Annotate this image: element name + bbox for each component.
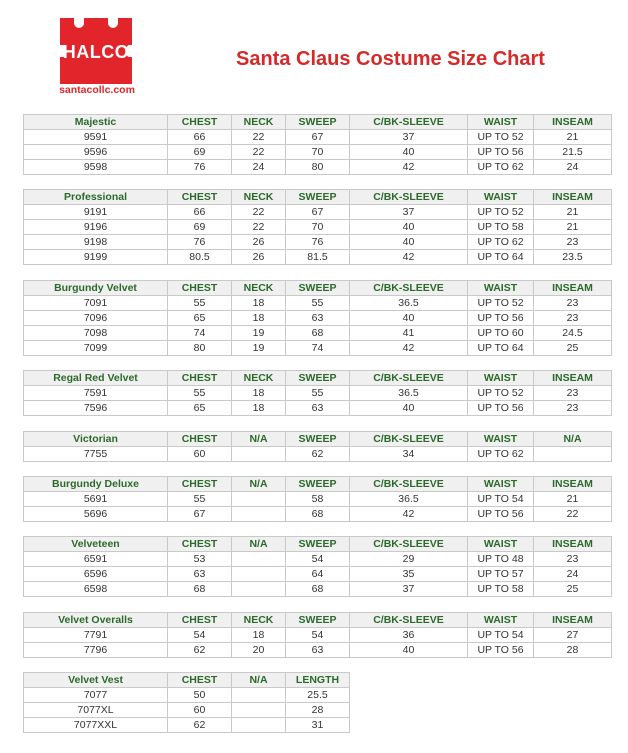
table-cell: 35 bbox=[350, 567, 468, 582]
header-cell: C/BK-SLEEVE bbox=[350, 537, 468, 552]
header-cell: WAIST bbox=[468, 190, 534, 205]
table-row bbox=[24, 250, 612, 265]
table-cell bbox=[232, 688, 286, 703]
table-cell: 23 bbox=[534, 235, 612, 250]
table-cell: 42 bbox=[350, 160, 468, 175]
header-cell: Victorian bbox=[24, 432, 168, 447]
table-cell: 7755 bbox=[24, 447, 168, 462]
table-row bbox=[24, 386, 612, 401]
table-cell: 50 bbox=[168, 688, 232, 703]
table-cell: 40 bbox=[350, 220, 468, 235]
logo-text: HALCO bbox=[62, 42, 130, 62]
table-cell: UP TO 56 bbox=[468, 401, 534, 416]
table-cell: 7596 bbox=[24, 401, 168, 416]
header-cell: SWEEP bbox=[286, 371, 350, 386]
header-cell: C/BK-SLEEVE bbox=[350, 281, 468, 296]
table-cell: 9199 bbox=[24, 250, 168, 265]
table-cell: 62 bbox=[168, 718, 232, 733]
table-cell: 63 bbox=[286, 311, 350, 326]
header-cell: WAIST bbox=[468, 371, 534, 386]
size-table bbox=[23, 476, 612, 522]
table-cell: 53 bbox=[168, 552, 232, 567]
table-row bbox=[24, 582, 612, 597]
table-cell: 23 bbox=[534, 296, 612, 311]
table-cell: UP TO 58 bbox=[468, 220, 534, 235]
table-cell: 7077XL bbox=[24, 703, 168, 718]
table-cell: 5696 bbox=[24, 507, 168, 522]
table-cell: 69 bbox=[168, 220, 232, 235]
table-cell: 24 bbox=[534, 567, 612, 582]
header-cell: C/BK-SLEEVE bbox=[350, 371, 468, 386]
table-cell: 21 bbox=[534, 205, 612, 220]
header-cell: CHEST bbox=[168, 115, 232, 130]
table-cell: 67 bbox=[286, 205, 350, 220]
table-cell: 58 bbox=[286, 492, 350, 507]
header-cell: WAIST bbox=[468, 613, 534, 628]
table-cell: 69 bbox=[168, 145, 232, 160]
table-cell: 66 bbox=[168, 130, 232, 145]
table-cell: 42 bbox=[350, 250, 468, 265]
table-cell: UP TO 54 bbox=[468, 628, 534, 643]
table-cell: 68 bbox=[286, 582, 350, 597]
table-row bbox=[24, 145, 612, 160]
table-cell bbox=[232, 447, 286, 462]
table-cell: 24.5 bbox=[534, 326, 612, 341]
table-cell: 7077 bbox=[24, 688, 168, 703]
table-row bbox=[24, 130, 612, 145]
table-cell: 27 bbox=[534, 628, 612, 643]
table-cell bbox=[232, 703, 286, 718]
header-cell: SWEEP bbox=[286, 432, 350, 447]
header-cell: CHEST bbox=[168, 371, 232, 386]
table-cell: 9198 bbox=[24, 235, 168, 250]
table-cell: 6591 bbox=[24, 552, 168, 567]
table-cell: 60 bbox=[168, 447, 232, 462]
header-cell: N/A bbox=[232, 673, 286, 688]
table-cell: 25 bbox=[534, 341, 612, 356]
table-cell: 22 bbox=[534, 507, 612, 522]
table-cell: 68 bbox=[286, 326, 350, 341]
header-cell: CHEST bbox=[168, 190, 232, 205]
header-cell: INSEAM bbox=[534, 537, 612, 552]
header-cell: WAIST bbox=[468, 477, 534, 492]
table-cell: 64 bbox=[286, 567, 350, 582]
table-header-row bbox=[24, 613, 612, 628]
page-title: Santa Claus Costume Size Chart bbox=[236, 48, 545, 70]
table-header-row bbox=[24, 477, 612, 492]
table-header-row bbox=[24, 115, 612, 130]
table-cell: 40 bbox=[350, 145, 468, 160]
table-cell: 23 bbox=[534, 386, 612, 401]
header-cell: Velveteen bbox=[24, 537, 168, 552]
size-table bbox=[23, 370, 612, 416]
table-cell: 22 bbox=[232, 205, 286, 220]
table-cell: 76 bbox=[168, 160, 232, 175]
table-cell: 21.5 bbox=[534, 145, 612, 160]
table-cell: UP TO 52 bbox=[468, 296, 534, 311]
table-cell: 42 bbox=[350, 507, 468, 522]
table-cell: 25 bbox=[534, 582, 612, 597]
table-cell: 9196 bbox=[24, 220, 168, 235]
table-cell: 23 bbox=[534, 311, 612, 326]
table-cell: 66 bbox=[168, 205, 232, 220]
table-cell: 54 bbox=[286, 628, 350, 643]
table-cell: 21 bbox=[534, 130, 612, 145]
table-cell: UP TO 58 bbox=[468, 582, 534, 597]
table-cell: 65 bbox=[168, 401, 232, 416]
table-cell: 19 bbox=[232, 326, 286, 341]
table-row bbox=[24, 447, 612, 462]
header-cell: C/BK-SLEEVE bbox=[350, 613, 468, 628]
table-cell: UP TO 60 bbox=[468, 326, 534, 341]
header-cell: CHEST bbox=[168, 281, 232, 296]
table-cell: UP TO 64 bbox=[468, 341, 534, 356]
table-cell: 18 bbox=[232, 311, 286, 326]
header-cell: WAIST bbox=[468, 115, 534, 130]
table-row bbox=[24, 643, 612, 658]
table-cell: 40 bbox=[350, 401, 468, 416]
table-cell: 18 bbox=[232, 401, 286, 416]
table-cell: 54 bbox=[286, 552, 350, 567]
table-cell: 74 bbox=[168, 326, 232, 341]
table-cell: 9591 bbox=[24, 130, 168, 145]
table-cell: 36.5 bbox=[350, 386, 468, 401]
size-table bbox=[23, 189, 612, 265]
header-cell: WAIST bbox=[468, 432, 534, 447]
header-cell: CHEST bbox=[168, 432, 232, 447]
table-cell bbox=[232, 492, 286, 507]
table-cell: 80.5 bbox=[168, 250, 232, 265]
table-cell: 23 bbox=[534, 552, 612, 567]
table-header-row bbox=[24, 281, 612, 296]
table-cell: 25.5 bbox=[286, 688, 350, 703]
table-cell: 28 bbox=[286, 703, 350, 718]
header-cell: SWEEP bbox=[286, 477, 350, 492]
halco-logo bbox=[60, 18, 132, 84]
table-cell: 18 bbox=[232, 628, 286, 643]
table-cell: 7098 bbox=[24, 326, 168, 341]
table-cell: UP TO 62 bbox=[468, 160, 534, 175]
table-cell: UP TO 52 bbox=[468, 386, 534, 401]
table-cell: 65 bbox=[168, 311, 232, 326]
table-cell: 63 bbox=[286, 643, 350, 658]
table-cell: 7096 bbox=[24, 311, 168, 326]
table-row bbox=[24, 326, 612, 341]
table-cell: 37 bbox=[350, 582, 468, 597]
header-cell: SWEEP bbox=[286, 613, 350, 628]
header-cell: CHEST bbox=[168, 613, 232, 628]
table-cell: 36.5 bbox=[350, 492, 468, 507]
header-cell: SWEEP bbox=[286, 115, 350, 130]
size-table bbox=[23, 672, 350, 733]
header-cell: C/BK-SLEEVE bbox=[350, 190, 468, 205]
table-cell: 74 bbox=[286, 341, 350, 356]
table-cell: 6596 bbox=[24, 567, 168, 582]
table-row bbox=[24, 628, 612, 643]
table-cell: 76 bbox=[168, 235, 232, 250]
header-cell: WAIST bbox=[468, 281, 534, 296]
table-cell: 40 bbox=[350, 643, 468, 658]
header-cell: C/BK-SLEEVE bbox=[350, 477, 468, 492]
header-cell: INSEAM bbox=[534, 371, 612, 386]
table-cell: 70 bbox=[286, 145, 350, 160]
table-cell: 21 bbox=[534, 492, 612, 507]
table-cell: 19 bbox=[232, 341, 286, 356]
header-cell: NECK bbox=[232, 115, 286, 130]
header-cell: INSEAM bbox=[534, 281, 612, 296]
size-table bbox=[23, 280, 612, 356]
table-cell: 62 bbox=[168, 643, 232, 658]
table-cell bbox=[232, 567, 286, 582]
table-cell: 28 bbox=[534, 643, 612, 658]
table-cell: 29 bbox=[350, 552, 468, 567]
table-cell: 18 bbox=[232, 386, 286, 401]
header-cell: SWEEP bbox=[286, 537, 350, 552]
table-cell bbox=[232, 582, 286, 597]
table-cell: 9598 bbox=[24, 160, 168, 175]
table-row bbox=[24, 552, 612, 567]
table-cell: UP TO 56 bbox=[468, 311, 534, 326]
table-cell: 24 bbox=[232, 160, 286, 175]
table-cell: 36.5 bbox=[350, 296, 468, 311]
header-cell: CHEST bbox=[168, 537, 232, 552]
logo-notch bbox=[74, 18, 84, 28]
table-cell: 5691 bbox=[24, 492, 168, 507]
table-cell: 76 bbox=[286, 235, 350, 250]
table-row bbox=[24, 205, 612, 220]
header-cell: Burgundy Velvet bbox=[24, 281, 168, 296]
table-cell: 62 bbox=[286, 447, 350, 462]
table-cell: 21 bbox=[534, 220, 612, 235]
table-cell: 22 bbox=[232, 220, 286, 235]
table-cell: 7091 bbox=[24, 296, 168, 311]
table-row bbox=[24, 688, 350, 703]
table-cell: UP TO 52 bbox=[468, 130, 534, 145]
table-cell: 63 bbox=[286, 401, 350, 416]
table-cell: 55 bbox=[168, 492, 232, 507]
table-cell: 67 bbox=[286, 130, 350, 145]
table-cell: 55 bbox=[286, 386, 350, 401]
table-cell: 37 bbox=[350, 205, 468, 220]
header-cell: CHEST bbox=[168, 673, 232, 688]
table-cell: 70 bbox=[286, 220, 350, 235]
table-cell bbox=[232, 718, 286, 733]
table-row bbox=[24, 492, 612, 507]
table-cell: 55 bbox=[168, 296, 232, 311]
table-cell: UP TO 56 bbox=[468, 145, 534, 160]
header-cell: N/A bbox=[232, 537, 286, 552]
header-cell: Majestic bbox=[24, 115, 168, 130]
header-cell: Velvet Vest bbox=[24, 673, 168, 688]
table-cell: UP TO 57 bbox=[468, 567, 534, 582]
table-cell: 23 bbox=[534, 401, 612, 416]
table-cell: 7796 bbox=[24, 643, 168, 658]
header-cell: INSEAM bbox=[534, 613, 612, 628]
header-cell: Burgundy Deluxe bbox=[24, 477, 168, 492]
table-row bbox=[24, 567, 612, 582]
table-cell: 36 bbox=[350, 628, 468, 643]
table-cell bbox=[232, 552, 286, 567]
table-cell: UP TO 56 bbox=[468, 507, 534, 522]
table-cell: UP TO 62 bbox=[468, 235, 534, 250]
table-cell: 23.5 bbox=[534, 250, 612, 265]
logo-notch bbox=[108, 18, 118, 28]
table-cell: 55 bbox=[286, 296, 350, 311]
table-cell: 34 bbox=[350, 447, 468, 462]
header-cell: WAIST bbox=[468, 537, 534, 552]
table-cell: 26 bbox=[232, 250, 286, 265]
table-cell: 18 bbox=[232, 296, 286, 311]
header-cell: INSEAM bbox=[534, 190, 612, 205]
table-cell: 24 bbox=[534, 160, 612, 175]
header-cell: C/BK-SLEEVE bbox=[350, 115, 468, 130]
table-cell: 9191 bbox=[24, 205, 168, 220]
header-cell: LENGTH bbox=[286, 673, 350, 688]
table-row bbox=[24, 220, 612, 235]
table-cell: 68 bbox=[168, 582, 232, 597]
table-cell: 60 bbox=[168, 703, 232, 718]
table-cell: 7077XXL bbox=[24, 718, 168, 733]
table-cell: 54 bbox=[168, 628, 232, 643]
size-table bbox=[23, 114, 612, 175]
table-cell: 22 bbox=[232, 130, 286, 145]
header-cell: INSEAM bbox=[534, 477, 612, 492]
table-row bbox=[24, 296, 612, 311]
size-table bbox=[23, 612, 612, 658]
table-cell: 20 bbox=[232, 643, 286, 658]
table-cell: 37 bbox=[350, 130, 468, 145]
size-table bbox=[23, 536, 612, 597]
table-cell: 41 bbox=[350, 326, 468, 341]
table-cell: 80 bbox=[286, 160, 350, 175]
header-cell: NECK bbox=[232, 613, 286, 628]
table-row bbox=[24, 718, 350, 733]
header-cell: Professional bbox=[24, 190, 168, 205]
table-row bbox=[24, 507, 612, 522]
table-cell: 55 bbox=[168, 386, 232, 401]
brand-url: santacollc.com bbox=[59, 84, 135, 96]
table-row bbox=[24, 235, 612, 250]
header-cell: Regal Red Velvet bbox=[24, 371, 168, 386]
header-cell: CHEST bbox=[168, 477, 232, 492]
size-table bbox=[23, 431, 612, 462]
header-cell: N/A bbox=[232, 477, 286, 492]
table-cell: 9596 bbox=[24, 145, 168, 160]
header-cell: Velvet Overalls bbox=[24, 613, 168, 628]
table-cell: 81.5 bbox=[286, 250, 350, 265]
table-cell: UP TO 56 bbox=[468, 643, 534, 658]
table-header-row bbox=[24, 190, 612, 205]
table-cell: 6598 bbox=[24, 582, 168, 597]
table-cell: 42 bbox=[350, 341, 468, 356]
table-header-row bbox=[24, 432, 612, 447]
table-cell: UP TO 52 bbox=[468, 205, 534, 220]
table-cell: UP TO 48 bbox=[468, 552, 534, 567]
header-cell: C/BK-SLEEVE bbox=[350, 432, 468, 447]
header-cell: NECK bbox=[232, 371, 286, 386]
table-cell: 40 bbox=[350, 235, 468, 250]
table-row bbox=[24, 401, 612, 416]
table-cell: 63 bbox=[168, 567, 232, 582]
table-cell: UP TO 64 bbox=[468, 250, 534, 265]
header-cell: N/A bbox=[534, 432, 612, 447]
table-cell: 26 bbox=[232, 235, 286, 250]
table-cell: 22 bbox=[232, 145, 286, 160]
table-row bbox=[24, 160, 612, 175]
table-cell: UP TO 62 bbox=[468, 447, 534, 462]
table-header-row bbox=[24, 537, 612, 552]
table-cell: 31 bbox=[286, 718, 350, 733]
table-cell bbox=[232, 507, 286, 522]
table-header-row bbox=[24, 673, 350, 688]
table-cell: 40 bbox=[350, 311, 468, 326]
table-cell bbox=[534, 447, 612, 462]
table-row bbox=[24, 703, 350, 718]
header-cell: SWEEP bbox=[286, 190, 350, 205]
header-cell: SWEEP bbox=[286, 281, 350, 296]
header-cell: INSEAM bbox=[534, 115, 612, 130]
table-row bbox=[24, 341, 612, 356]
header-cell: NECK bbox=[232, 190, 286, 205]
header-cell: NECK bbox=[232, 281, 286, 296]
table-cell: 7791 bbox=[24, 628, 168, 643]
table-cell: UP TO 54 bbox=[468, 492, 534, 507]
header-cell: N/A bbox=[232, 432, 286, 447]
table-cell: 80 bbox=[168, 341, 232, 356]
table-cell: 7591 bbox=[24, 386, 168, 401]
table-row bbox=[24, 311, 612, 326]
table-cell: 67 bbox=[168, 507, 232, 522]
table-cell: 68 bbox=[286, 507, 350, 522]
table-header-row bbox=[24, 371, 612, 386]
table-cell: 7099 bbox=[24, 341, 168, 356]
